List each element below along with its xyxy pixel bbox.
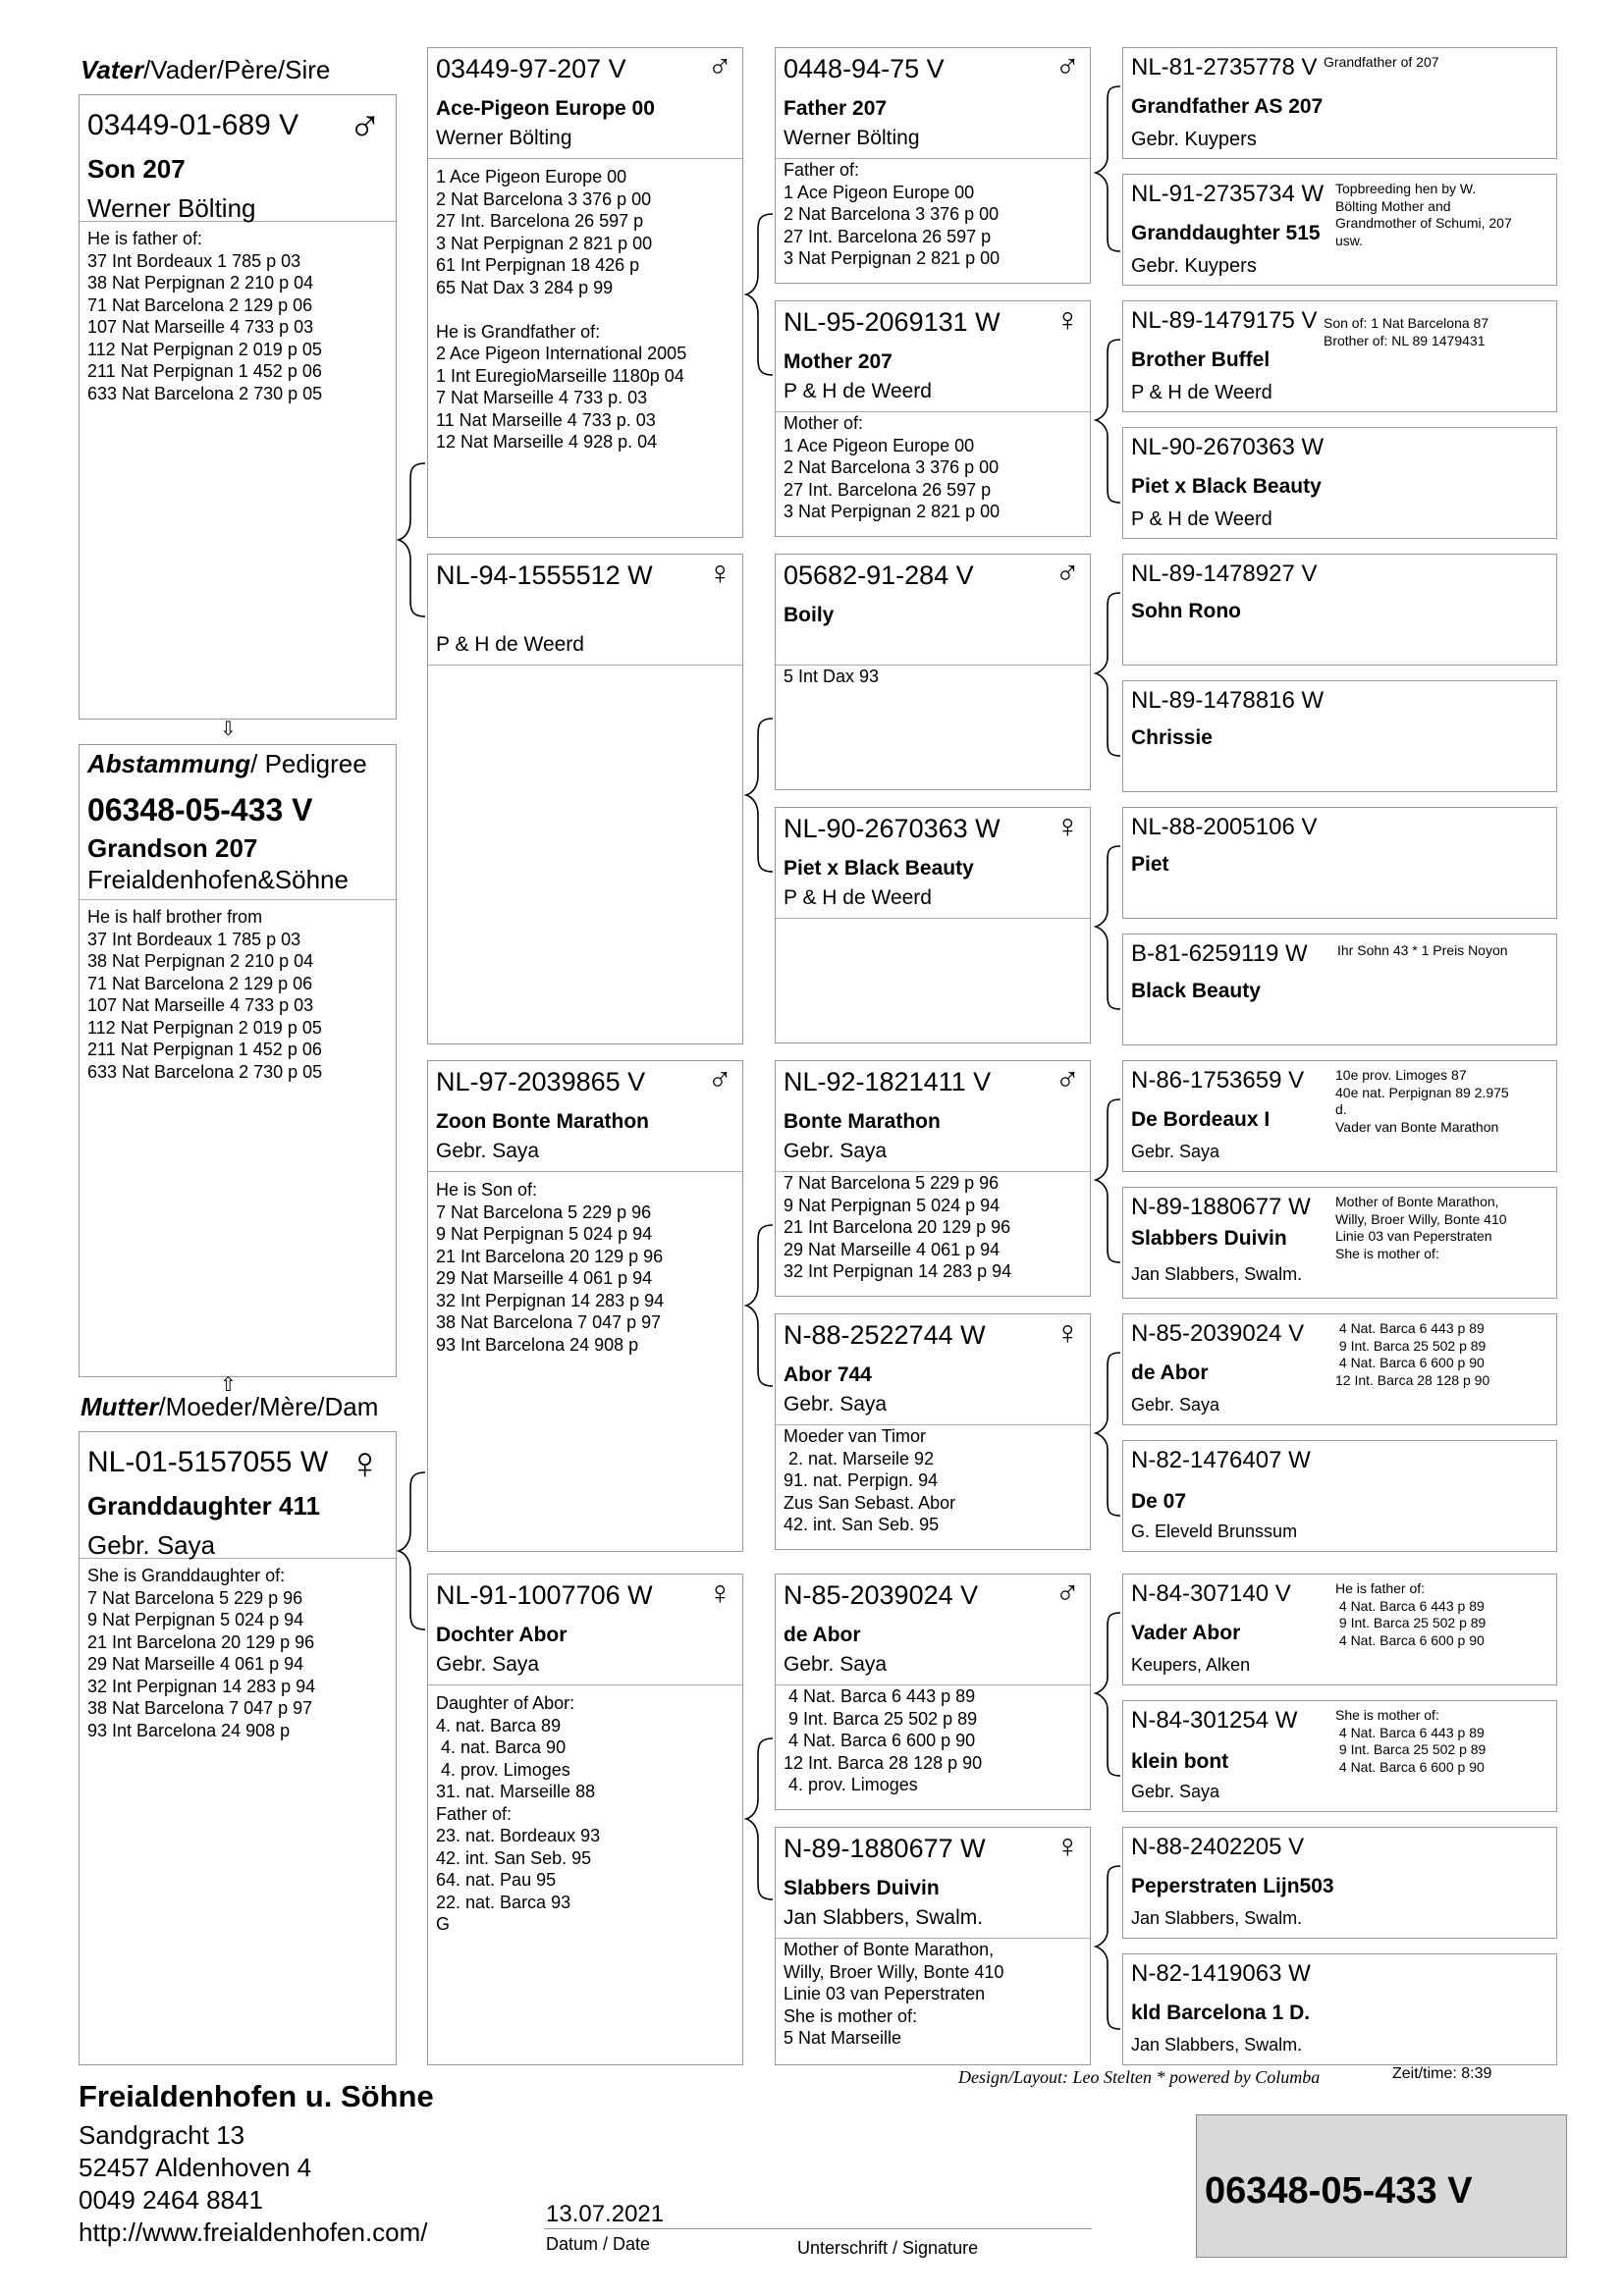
gen3-name: Chrissie bbox=[1131, 726, 1213, 749]
gen3-name: Granddaughter 515 bbox=[1131, 222, 1321, 244]
gen2-ring-number: N-89-1880677 W bbox=[784, 1834, 986, 1863]
gen3-note: Topbreeding hen by W. Bölting Mother and Grandmother of Schumi, 207 usw. bbox=[1335, 181, 1512, 248]
gen2-ring-number: NL-90-2670363 W bbox=[784, 814, 1001, 843]
female-symbol-icon: ♀ bbox=[1055, 301, 1080, 339]
gen3-ring-number: NL-88-2005106 V bbox=[1131, 814, 1318, 840]
gen2-ring-number: 0448-94-75 V bbox=[784, 54, 945, 83]
subject-ring-number: 06348-05-433 V bbox=[87, 792, 313, 828]
gen3-note: Grandfather of 207 bbox=[1324, 54, 1439, 70]
sire-section-title: Vater/Vader/Père/Sire bbox=[81, 55, 331, 84]
gen3-name: Piet bbox=[1131, 853, 1169, 876]
gen3-note: Ihr Sohn 43 * 1 Preis Noyon bbox=[1337, 942, 1508, 958]
male-symbol-icon: ♂ bbox=[1055, 1061, 1080, 1098]
gen2-owner: Jan Slabbers, Swalm. bbox=[784, 1906, 984, 1929]
gen2-owner: P & H de Weerd bbox=[784, 886, 932, 909]
female-symbol-icon: ♀ bbox=[1055, 808, 1080, 845]
gen2-ring-number: NL-92-1821411 V bbox=[784, 1067, 992, 1096]
gen3-name: klein bont bbox=[1131, 1750, 1229, 1773]
gen1-ring-number: NL-91-1007706 W bbox=[436, 1580, 653, 1610]
sire-ring-number: 03449-01-689 V bbox=[87, 109, 299, 141]
gen3-name: Slabbers Duivin bbox=[1131, 1227, 1287, 1250]
gen1-name: Dochter Abor bbox=[436, 1624, 568, 1646]
gen3-ring-number: N-84-307140 V bbox=[1131, 1580, 1291, 1607]
gen1-owner: P & H de Weerd bbox=[436, 633, 584, 656]
breeder-website-link[interactable]: http://www.freialdenhofen.com/ bbox=[79, 2217, 428, 2247]
gen3-name: Vader Abor bbox=[1131, 1622, 1241, 1644]
breeder-phone: 0049 2464 8841 bbox=[79, 2185, 263, 2215]
gen3-name: Peperstraten Lijn503 bbox=[1131, 1875, 1334, 1897]
male-symbol-icon: ♂ bbox=[1055, 555, 1080, 592]
arrow-up-icon: ⇧ bbox=[220, 1374, 237, 1396]
dam-section-title: Mutter/Moeder/Mère/Dam bbox=[81, 1392, 379, 1421]
sire-owner: Werner Bölting bbox=[87, 193, 256, 223]
breeder-street: Sandgracht 13 bbox=[79, 2120, 245, 2150]
gen2-results: Father of: 1 Ace Pigeon Europe 00 2 Nat Barcelona 3 376 p 00 27 Int. Barcelona 26 597 p 3 Nat Perpignan 2 821 p 00 bbox=[784, 160, 1001, 268]
gen2-owner: Werner Bölting bbox=[784, 127, 920, 149]
time-stamp: Zeit/time: 8:39 bbox=[1392, 2065, 1492, 2082]
sire-name: Son 207 bbox=[87, 154, 186, 184]
sire-results: He is father of: 37 Int Bordeaux 1 785 p 03 38 Nat Perpignan 2 210 p 04 71 Nat Barcelona 2 129 p 06 107 Nat Marseille 4 733 p 03 112 Nat Perpignan 2 019 p 05 211 Nat Perpignan 1 452 p 06 633 Nat Barcelona 2 730 p 05 bbox=[87, 229, 323, 403]
male-symbol-icon: ♂ bbox=[707, 1061, 732, 1098]
gen3-owner: Gebr. Saya bbox=[1131, 1395, 1220, 1415]
gen1-owner: Gebr. Saya bbox=[436, 1140, 540, 1162]
gen2-results: Moeder van Timor 2. nat. Marseile 92 91. nat. Perpign. 94 Zus San Sebast. Abor 42. int. San Seb. 95 bbox=[784, 1426, 956, 1534]
gen2-results: 4 Nat. Barca 6 443 p 89 9 Int. Barca 25 502 p 89 4 Nat. Barca 6 600 p 90 12 Int. Barca 28 128 p 90 4. prov. Limoges bbox=[784, 1686, 983, 1794]
gen3-ring-number: N-82-1476407 W bbox=[1131, 1447, 1311, 1473]
gen2-owner: Gebr. Saya bbox=[784, 1393, 888, 1415]
gen3-note: Mother of Bonte Marathon, Willy, Broer Willy, Bonte 410 Linie 03 van Peperstraten She is mother of: bbox=[1335, 1194, 1507, 1261]
gen3-owner: Keupers, Alken bbox=[1131, 1655, 1251, 1675]
gen2-name: Slabbers Duivin bbox=[784, 1877, 940, 1899]
gen2-results: Mother of: 1 Ace Pigeon Europe 00 2 Nat Barcelona 3 376 p 00 27 Int. Barcelona 26 597 p 3 Nat Perpignan 2 821 p 00 bbox=[784, 413, 1001, 521]
gen2-name: Piet x Black Beauty bbox=[784, 857, 974, 880]
female-symbol-icon: ♀ bbox=[348, 1437, 382, 1488]
female-symbol-icon: ♀ bbox=[707, 1575, 732, 1612]
gen2-ring-number: 05682-91-284 V bbox=[784, 561, 974, 590]
print-date: 13.07.2021 bbox=[546, 2201, 665, 2227]
signature-line bbox=[544, 2228, 1092, 2229]
signature-label: Unterschrift / Signature bbox=[797, 2238, 979, 2258]
gen2-name: de Abor bbox=[784, 1624, 861, 1646]
gen1-ring-number: NL-94-1555512 W bbox=[436, 561, 653, 590]
gen3-name: de Abor bbox=[1131, 1362, 1209, 1384]
gen3-note: 4 Nat. Barca 6 443 p 89 9 Int. Barca 25 502 p 89 4 Nat. Barca 6 600 p 90 12 Int. Barca 28 128 p 90 bbox=[1335, 1320, 1490, 1388]
gen3-ring-number: N-88-2402205 V bbox=[1131, 1834, 1305, 1860]
subject-results: He is half brother from 37 Int Bordeaux 1 785 p 03 38 Nat Perpignan 2 210 p 04 71 Nat Barcelona 2 129 p 06 107 Nat Marseille 4 733 p 03 112 Nat Perpignan 2 019 p 05 211 Nat Perpignan 1 452 p 06 633 Nat Barcelona 2 730 p 05 bbox=[87, 907, 323, 1082]
dam-results: She is Granddaughter of: 7 Nat Barcelona 5 229 p 96 9 Nat Perpignan 5 024 p 94 21 Int Barcelona 20 129 p 96 29 Nat Marseille 4 061 p 94 32 Int Perpignan 14 283 p 94 38 Nat Barcelona 7 047 p 97 93 Int Barcelona 24 908 p bbox=[87, 1566, 316, 1740]
design-credit: Design/Layout: Leo Stelten * powered by Columba bbox=[958, 2067, 1321, 2087]
gen2-ring-number: NL-95-2069131 W bbox=[784, 307, 1001, 337]
gen3-name: Grandfather AS 207 bbox=[1131, 95, 1324, 118]
gen3-owner: Gebr. Saya bbox=[1131, 1142, 1220, 1161]
gen3-ring-number: N-85-2039024 V bbox=[1131, 1320, 1305, 1347]
gen3-owner: Jan Slabbers, Swalm. bbox=[1131, 2035, 1303, 2055]
gen3-ring-number: N-86-1753659 V bbox=[1131, 1067, 1305, 1094]
gen3-ring-number: NL-89-1478816 W bbox=[1131, 687, 1325, 714]
gen3-owner: P & H de Weerd bbox=[1131, 382, 1272, 403]
gen3-note: He is father of: 4 Nat. Barca 6 443 p 89 9 Int. Barca 25 502 p 89 4 Nat. Barca 6 600 p 90 bbox=[1335, 1580, 1487, 1648]
dam-ring-number: NL-01-5157055 W bbox=[87, 1446, 329, 1478]
male-symbol-icon: ♂ bbox=[348, 100, 382, 151]
male-symbol-icon: ♂ bbox=[707, 48, 732, 85]
gen1-name: Zoon Bonte Marathon bbox=[436, 1110, 649, 1133]
gen2-results: 7 Nat Barcelona 5 229 p 96 9 Nat Perpignan 5 024 p 94 21 Int Barcelona 20 129 p 96 29 Nat Marseille 4 061 p 94 32 Int Perpignan 14 283 p 94 bbox=[784, 1173, 1012, 1281]
gen3-note: 10e prov. Limoges 87 40e nat. Perpignan 89 2.975 d. Vader van Bonte Marathon bbox=[1335, 1067, 1509, 1135]
gen3-owner: Jan Slabbers, Swalm. bbox=[1131, 1908, 1303, 1928]
pedigree-section-title: Abstammung/ Pedigree bbox=[87, 749, 367, 778]
gen3-ring-number: NL-91-2735734 W bbox=[1131, 181, 1325, 207]
subject-name: Grandson 207 bbox=[87, 833, 258, 863]
gen3-ring-number: NL-89-1478927 V bbox=[1131, 561, 1318, 587]
gen1-results: 1 Ace Pigeon Europe 00 2 Nat Barcelona 3 376 p 00 27 Int. Barcelona 26 597 p 3 Nat Perpignan 2 821 p 00 61 Int Perpignan 18 426 p 65 Nat Dax 3 284 p 99 He is Grandfather of: 2 Ace Pigeon International 2005 1 Int EuregioMarseille 1180p 04 7 Nat Marseille 4 733 p. 03 11 Nat Marseille 4 733 p. 03 12 Nat Marseille 4 928 p. 04 bbox=[436, 167, 687, 452]
arrow-down-icon: ⇩ bbox=[220, 719, 237, 740]
male-symbol-icon: ♂ bbox=[1055, 1575, 1080, 1612]
gen2-results: 5 Int Dax 93 bbox=[784, 667, 880, 686]
gen2-name: Boily bbox=[784, 604, 835, 626]
gen3-ring-number: B-81-6259119 W bbox=[1131, 940, 1308, 967]
gen3-name: Brother Buffel bbox=[1131, 348, 1271, 371]
gen3-name: Piet x Black Beauty bbox=[1131, 475, 1322, 498]
gen3-name: Black Beauty bbox=[1131, 980, 1261, 1002]
gen1-ring-number: NL-97-2039865 V bbox=[436, 1067, 646, 1096]
gen3-owner: P & H de Weerd bbox=[1131, 508, 1272, 530]
gen3-owner: Gebr. Kuypers bbox=[1131, 255, 1257, 277]
gen1-name: Ace-Pigeon Europe 00 bbox=[436, 97, 655, 120]
gen2-ring-number: N-88-2522744 W bbox=[784, 1320, 986, 1350]
gen2-name: Father 207 bbox=[784, 97, 888, 120]
gen2-name: Abor 744 bbox=[784, 1363, 872, 1386]
gen1-owner: Gebr. Saya bbox=[436, 1653, 540, 1676]
gen2-name: Mother 207 bbox=[784, 350, 893, 373]
gen3-note: Son of: 1 Nat Barcelona 87 Brother of: NL 89 1479431 bbox=[1324, 315, 1489, 348]
male-symbol-icon: ♂ bbox=[1055, 48, 1080, 85]
gen3-owner: G. Eleveld Brunssum bbox=[1131, 1522, 1298, 1541]
gen3-owner: Gebr. Kuypers bbox=[1131, 129, 1257, 150]
gen3-ring-number: NL-90-2670363 W bbox=[1131, 434, 1325, 460]
gen1-owner: Werner Bölting bbox=[436, 127, 572, 149]
gen3-ring-number: N-84-301254 W bbox=[1131, 1707, 1298, 1734]
ring-number-box bbox=[1196, 2114, 1567, 2258]
female-symbol-icon: ♀ bbox=[707, 555, 732, 592]
gen2-results: Mother of Bonte Marathon, Willy, Broer Willy, Bonte 410 Linie 03 van Peperstraten She is mother of: 5 Nat Marseille bbox=[784, 1940, 1004, 2048]
gen2-owner: Gebr. Saya bbox=[784, 1653, 888, 1676]
gen1-results: Daughter of Abor: 4. nat. Barca 89 4. nat. Barca 90 4. prov. Limoges 31. nat. Marseille 88 Father of: 23. nat. Bordeaux 93 42. int. San Seb. 95 64. nat. Pau 95 22. nat. Barca 93 G bbox=[436, 1693, 601, 1934]
date-label: Datum / Date bbox=[546, 2234, 651, 2254]
dam-name: Granddaughter 411 bbox=[87, 1491, 320, 1521]
gen3-name: De 07 bbox=[1131, 1490, 1187, 1513]
gen3-owner: Jan Slabbers, Swalm. bbox=[1131, 1264, 1303, 1284]
female-symbol-icon: ♀ bbox=[1055, 1828, 1080, 1865]
gen2-ring-number: N-85-2039024 V bbox=[784, 1580, 979, 1610]
gen3-name: kld Barcelona 1 D. bbox=[1131, 2002, 1311, 2024]
breeder-name: Freialdenhofen u. Söhne bbox=[79, 2079, 434, 2113]
gen3-name: Sohn Rono bbox=[1131, 600, 1241, 622]
breeder-city: 52457 Aldenhoven 4 bbox=[79, 2153, 312, 2182]
gen2-name: Bonte Marathon bbox=[784, 1110, 941, 1133]
subject-owner: Freialdenhofen&Söhne bbox=[87, 865, 349, 894]
gen3-note: She is mother of: 4 Nat. Barca 6 443 p 89 9 Int. Barca 25 502 p 89 4 Nat. Barca 6 600 p 90 bbox=[1335, 1707, 1487, 1775]
gen3-ring-number: NL-81-2735778 V bbox=[1131, 54, 1318, 80]
gen3-name: De Bordeaux I bbox=[1131, 1108, 1271, 1131]
ring-number-box-text: 06348-05-433 V bbox=[1205, 2170, 1473, 2212]
gen3-owner: Gebr. Saya bbox=[1131, 1782, 1220, 1801]
gen2-owner: P & H de Weerd bbox=[784, 380, 932, 402]
dam-owner: Gebr. Saya bbox=[87, 1530, 216, 1560]
gen1-results: He is Son of: 7 Nat Barcelona 5 229 p 96 9 Nat Perpignan 5 024 p 94 21 Int Barcelona 20 129 p 96 29 Nat Marseille 4 061 p 94 32 Int Perpignan 14 283 p 94 38 Nat Barcelona 7 047 p 97 93 Int Barcelona 24 908 p bbox=[436, 1180, 665, 1355]
gen3-ring-number: NL-89-1479175 V bbox=[1131, 307, 1318, 334]
gen3-ring-number: N-89-1880677 W bbox=[1131, 1194, 1311, 1220]
gen2-owner: Gebr. Saya bbox=[784, 1140, 888, 1162]
gen1-ring-number: 03449-97-207 V bbox=[436, 54, 626, 83]
female-symbol-icon: ♀ bbox=[1055, 1314, 1080, 1352]
gen3-ring-number: N-82-1419063 W bbox=[1131, 1960, 1311, 1987]
